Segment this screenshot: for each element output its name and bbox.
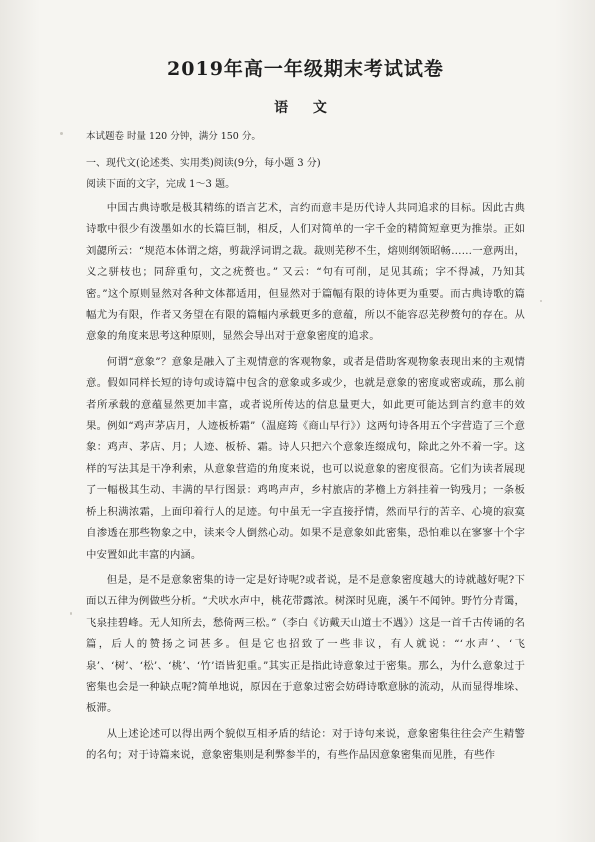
subject-heading: 语 文	[274, 100, 337, 116]
exam-info: 本试题卷 时量 120 分钟，满分 150 分。	[86, 131, 261, 142]
scan-speck	[60, 132, 63, 135]
scan-speck	[70, 612, 72, 615]
passage-paragraph-2: 何谓“意象”？意象是融入了主观情意的客观物象，或者是借助客观物象表现出来的主观情意。假如同样长短的诗句或诗篇中包含的意象或多或少，也就是意象的密度或密或疏，那么前者所承载的意蕴显然更加丰富，或者说所传达的信息量更大，如此更可能达到言约意丰的效果。例如“鸡声茅店月，人迹板桥霜”（温庭筠《商山早行》）这两句诗各用五个字营造了三个意象：鸡声、茅店、月；人迹、板桥、霜。诗人只把六个意象连缀成句，除此之外不着一字。这样的写法其是干净利索，从意象营造的角度来说，也可以说意象的密度很高。它们为读者展现了一幅极其生动、丰满的早行图景：鸡鸣声声，乡村旅店的茅檐上方斜挂着一钩残月；一条板桥上积满浓霜，上面印着行人的足迹。句中虽无一字直接抒情，然而早行的苦辛、心境的寂寞自渗透在那些物象之中，读来令人倒然心动。如果不是意象如此密集，恐怕难以在寥寥十个字中安置如此丰富的内涵。	[86, 355, 525, 561]
reading-passage	[86, 198, 525, 767]
section-heading: 一、现代文(论述类、实用类)阅读(9分，每小题 3 分)	[86, 158, 321, 169]
reading-instruction: 阅读下面的文字，完成 1～3 题。	[86, 179, 236, 190]
passage-paragraph-1: 中国古典诗歌是极其精练的语言艺术，言约而意丰是历代诗人共同追求的目标。因此古典诗歌中很少有泼墨如水的长篇巨制，相反，人们对简单的一字千金的精简短章更为推崇。正如刘勰所云：“规范本体谓之熔，剪裁浮词谓之裁。裁则芜秽不生，熔则纲领昭畅……一意两出，义之骈枝也；同辞重句，文之疣赘也。” 又云：“句有可削，足见其疏；字不得减，乃知其密。”这个原则显然对各种文体都适用，但显然对于篇幅有限的诗体更为重要。而古典诗歌的篇幅尤为有限，作者又务望在有限的篇幅内承载更多的意蕴，所以不能容忍芜秽赘句的存在。从意象的角度来思考这种原则，显然会导出对于意象密度的追求。	[86, 202, 525, 343]
passage-paragraph-3: 但是，是不是意象密集的诗一定是好诗呢?或者说，是不是意象密度越大的诗就越好呢?下面以五律为例做些分析。“犬吠水声中，桃花带露浓。树深时见鹿，溪午不闻钟。野竹分青霭，飞泉挂碧峰。无人知所去，愁倚两三松。”（李白《访戴天山道士不遇》）这是一首千古传诵的名篇，后人的赞扬之词甚多。但是它也招致了一些非议，有人就说：“‘水声’、‘飞泉’、‘树’、‘松’、‘桃’、‘竹’语皆犯重。”其实正是指此诗意象过于密集。那么，为什么意象过于密集也会是一种缺点呢?简单地说，原因在于意象过密会妨碍诗歌意脉的流动，从而显得堆垛、板滞。	[86, 573, 525, 715]
exam-title: 2019年高一年级期末考试试卷	[167, 58, 444, 80]
passage-paragraph-4: 从上述论述可以得出两个貌似互相矛盾的结论：对于诗句来说，意象密集往往会产生精警的名句；对于诗篇来说，意象密集则是利弊参半的，有些作品因意象密集而见胜，有些作	[86, 727, 525, 762]
scan-speck	[540, 300, 542, 302]
